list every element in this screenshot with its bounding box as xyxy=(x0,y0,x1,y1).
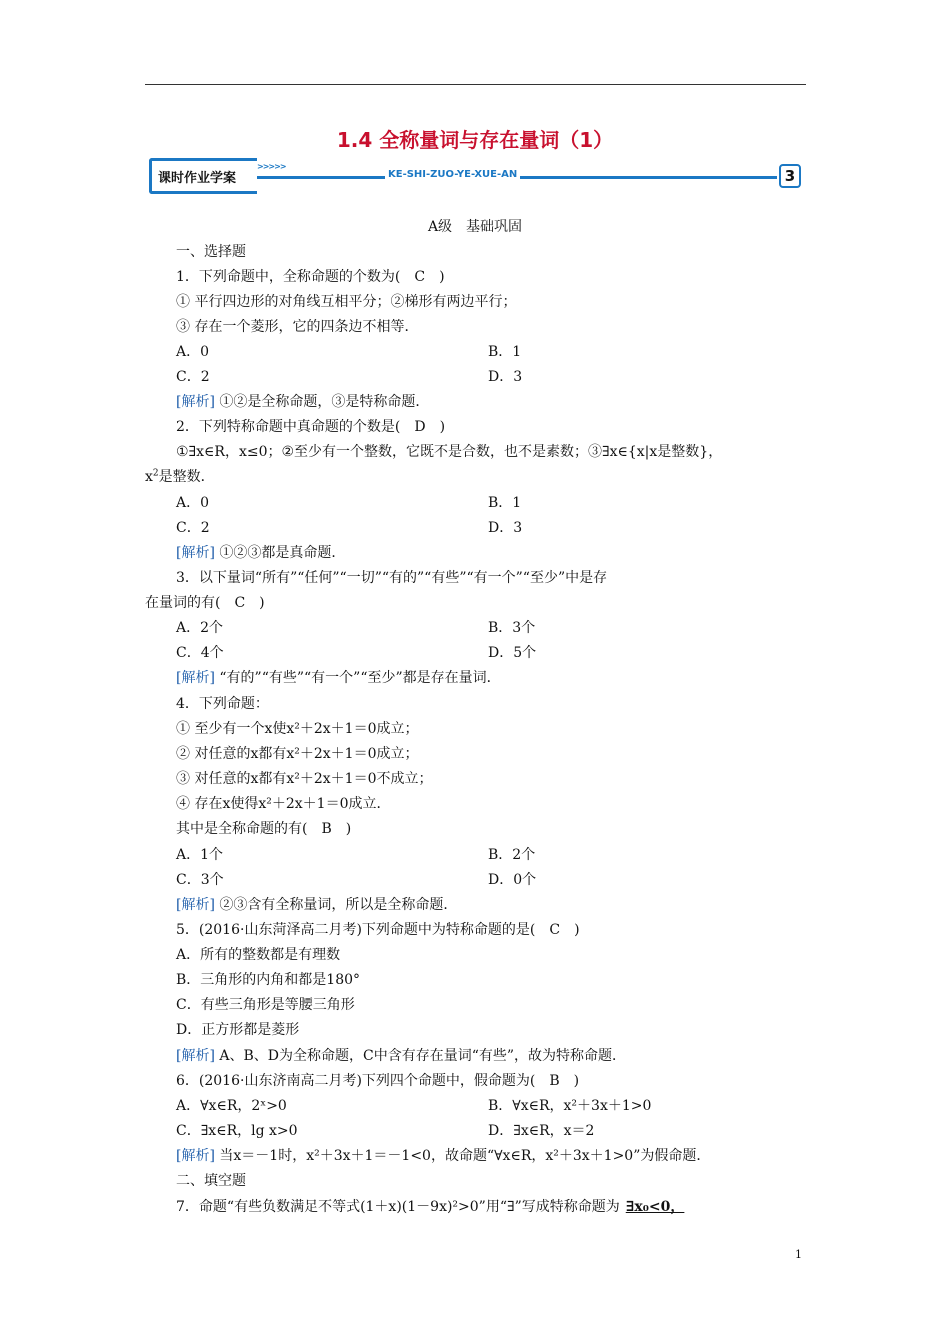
question-text: ①∃x∈R，x≤0；②至少有一个整数，它既不是合数，也不是素数；③∃x∈{x|x是整数}， xyxy=(176,444,723,460)
option-a: A．所有的整数都是有理数 xyxy=(176,947,341,963)
option-c: C．4个 xyxy=(176,645,224,661)
option-b: B．1 xyxy=(488,495,522,511)
option-b: B．3个 xyxy=(488,620,536,636)
analysis-tag: [解析] xyxy=(176,394,215,410)
part-heading-fill: 二、填空题 xyxy=(176,1173,246,1189)
option-d: D．3 xyxy=(488,369,523,385)
analysis-text: 当x＝－1时，x²＋3x＋1＝－1<0，故命题“∀x∈R，x²＋3x＋1>0”为假命题． xyxy=(219,1148,711,1164)
option-d: D．∃x∈R，x＝2 xyxy=(488,1123,595,1139)
analysis xyxy=(176,896,457,914)
option-b: B．1 xyxy=(488,344,522,360)
option-a: A．0 xyxy=(176,344,210,360)
statement-3: ③ 对任意的x都有x²＋2x＋1＝0不成立； xyxy=(176,771,433,787)
banner-number: 3 xyxy=(779,164,801,188)
analysis-text: ①②是全称命题，③是特称命题． xyxy=(219,394,430,410)
analysis xyxy=(176,669,501,687)
option-b: B．∀x∈R，x²＋3x＋1>0 xyxy=(488,1098,652,1114)
superscript: 2 xyxy=(152,468,159,479)
question-text-tail: 是整数． xyxy=(158,469,215,485)
analysis-text: “有的”“有些”“有一个”“至少”都是存在量词． xyxy=(219,670,501,686)
answer-blank: ∃x₀<0， xyxy=(625,1199,685,1215)
analysis xyxy=(176,1147,710,1165)
analysis-text: ②③含有全称量词，所以是全称命题． xyxy=(219,897,458,913)
question-text xyxy=(145,468,215,486)
option-c: C．3个 xyxy=(176,872,224,888)
statement-4: ④ 存在x使得x²＋2x＋1＝0成立． xyxy=(176,796,391,812)
analysis xyxy=(176,1047,626,1065)
analysis-tag: [解析] xyxy=(176,1048,215,1064)
banner-label: 课时作业学案 xyxy=(149,158,257,194)
question-text: ① 平行四边形的对角线互相平分；②梯形有两边平行； xyxy=(176,294,517,310)
option-c: C．∃x∈R，lg x>0 xyxy=(176,1123,298,1139)
banner-arrows: >>>>> xyxy=(257,162,286,171)
analysis xyxy=(176,393,429,411)
option-d: D．3 xyxy=(488,520,523,536)
option-a: A．0 xyxy=(176,495,210,511)
option-d: D．5个 xyxy=(488,645,537,661)
analysis-tag: [解析] xyxy=(176,545,215,561)
level-heading: A级 基础巩固 xyxy=(427,219,523,235)
banner-code: KE-SHI-ZUO-YE-XUE-AN xyxy=(385,169,520,180)
question-stem: 5．(2016·山东菏泽高二月考)下列命题中为特称命题的是( C ) xyxy=(176,922,580,938)
option-c: C．有些三角形是等腰三角形 xyxy=(176,997,355,1013)
var-x: x xyxy=(145,469,153,485)
header-rule xyxy=(145,84,806,85)
question-stem-cont: 在量词的有( C ) xyxy=(145,595,265,611)
page-number: 1 xyxy=(795,1248,802,1261)
analysis-tag: [解析] xyxy=(176,1148,215,1164)
option-a: A．1个 xyxy=(176,847,224,863)
question-stem: 3．以下量词“所有”“任何”“一切”“有的”“有些”“有一个”“至少”中是存 xyxy=(176,570,608,586)
analysis-tag: [解析] xyxy=(176,897,215,913)
question-stem xyxy=(176,1198,684,1216)
analysis-text: ①②③都是真命题． xyxy=(219,545,346,561)
statement-2: ② 对任意的x都有x²＋2x＋1＝0成立； xyxy=(176,746,419,762)
question-prompt: 其中是全称命题的有( B ) xyxy=(176,821,352,837)
option-d: D．0个 xyxy=(488,872,537,888)
analysis-tag: [解析] xyxy=(176,670,215,686)
option-b: B．三角形的内角和都是180° xyxy=(176,972,361,988)
question-text: 7．命题“有些负数满足不等式(1＋x)(1－9x)²>0”用“∃”写成特称命题为 xyxy=(176,1199,620,1215)
part-heading-choice: 一、选择题 xyxy=(176,244,246,260)
option-c: C．2 xyxy=(176,369,210,385)
option-b: B．2个 xyxy=(488,847,536,863)
page-title: 1.4 全称量词与存在量词（1） xyxy=(336,128,614,152)
option-d: D．正方形都是菱形 xyxy=(176,1022,300,1038)
question-stem: 6．(2016·山东济南高二月考)下列四个命题中，假命题为( B ) xyxy=(176,1073,580,1089)
option-a: A．2个 xyxy=(176,620,224,636)
question-stem: 2．下列特称命题中真命题的个数是( D ) xyxy=(176,419,446,435)
analysis xyxy=(176,544,345,562)
question-stem: 4．下列命题： xyxy=(176,696,269,712)
analysis-text: A、B、D为全称命题，C中含有存在量词“有些”，故为特称命题． xyxy=(219,1048,627,1064)
question-text: ③ 存在一个菱形，它的四条边不相等． xyxy=(176,319,419,335)
option-c: C．2 xyxy=(176,520,210,536)
section-banner xyxy=(149,158,807,198)
option-a: A．∀x∈R，2ˣ>0 xyxy=(176,1098,287,1114)
question-stem: 1．下列命题中，全称命题的个数为( C ) xyxy=(176,269,445,285)
statement-1: ① 至少有一个x使x²＋2x＋1＝0成立； xyxy=(176,721,419,737)
